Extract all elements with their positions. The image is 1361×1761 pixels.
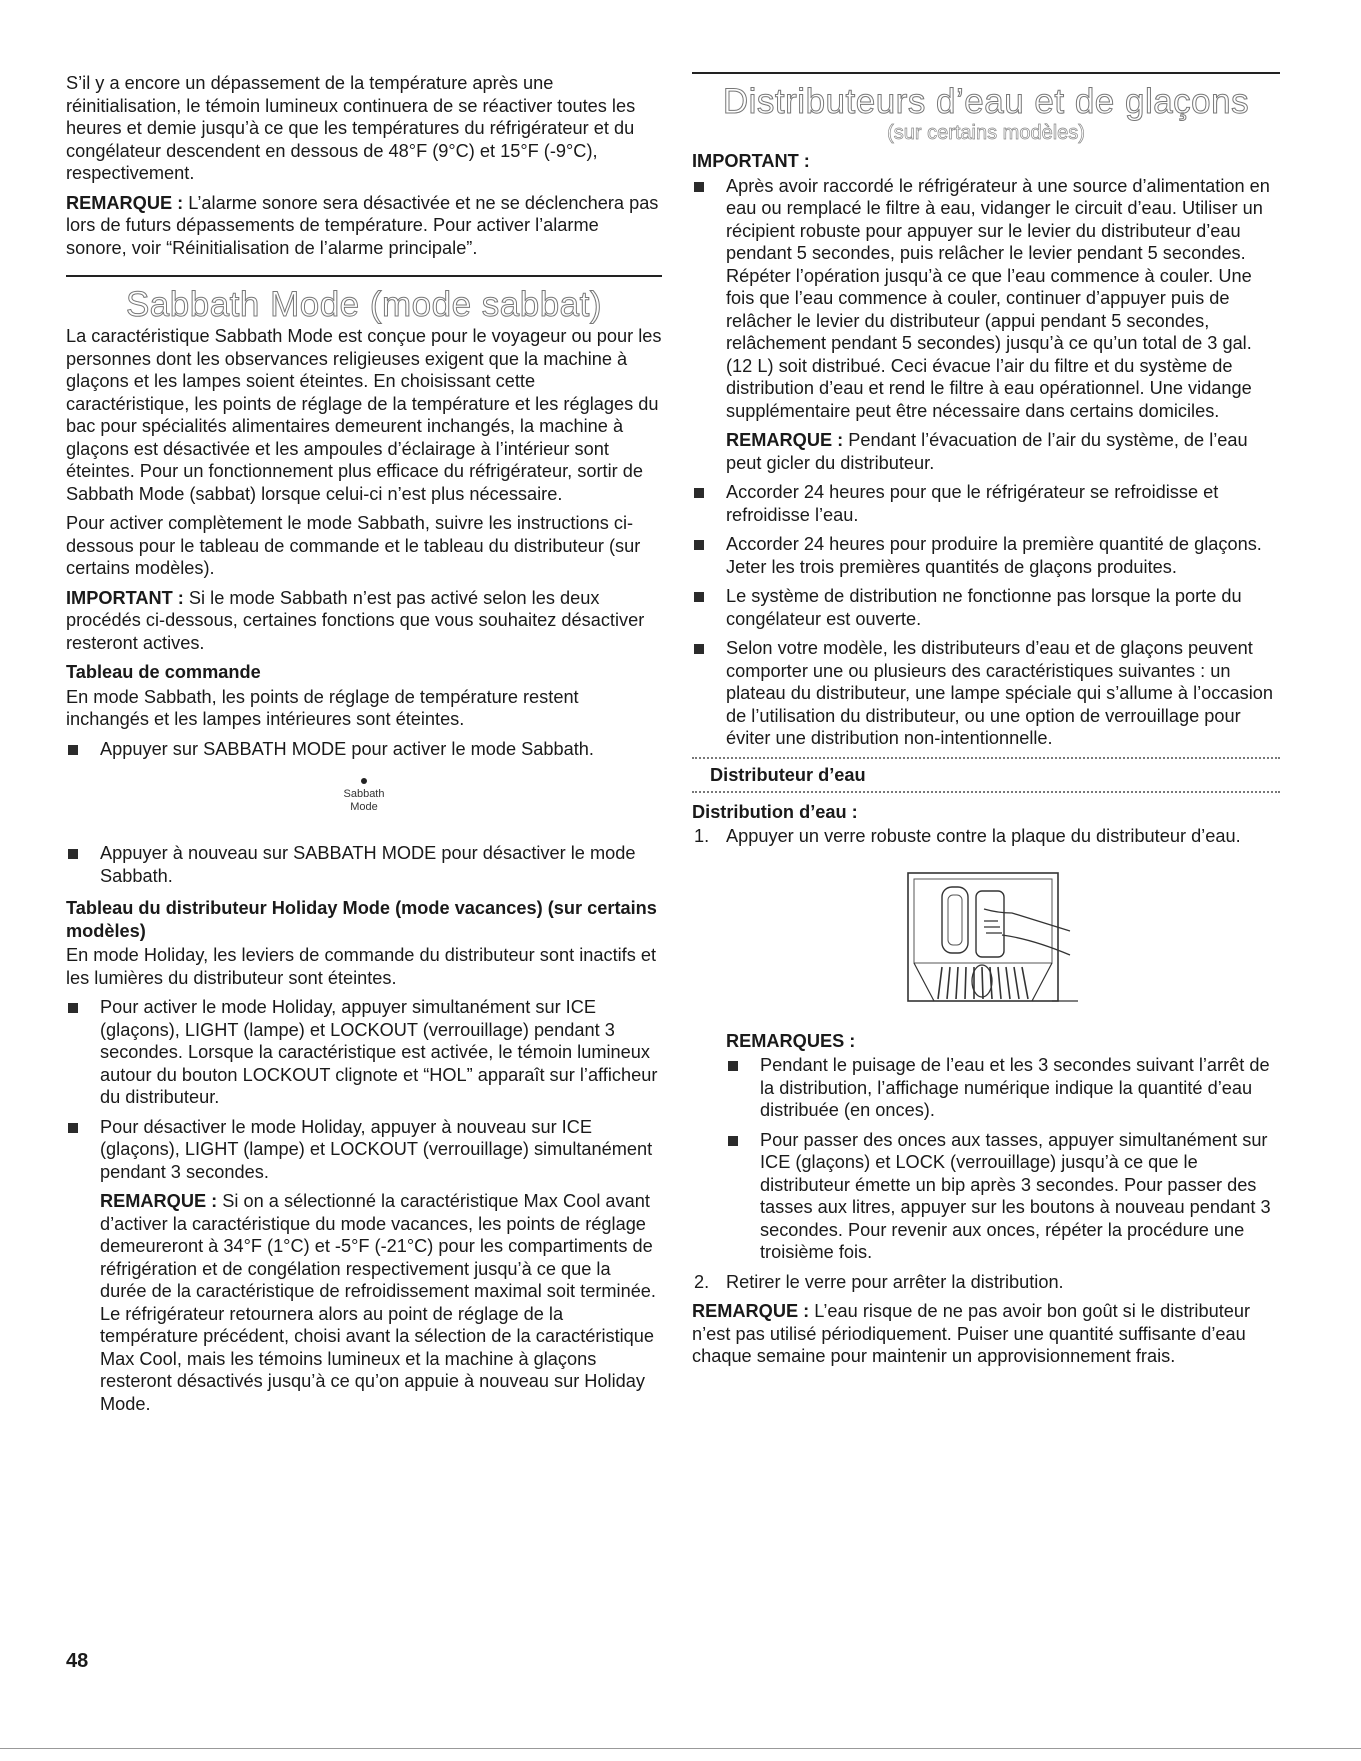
note-text: L’alarme sonore sera désactivée et ne se déclenchera pas lors de futurs dépassements de température. Pour activer l’alarme sonore, voir “Réinitialisation de l’alarme principale”. xyxy=(66,192,659,258)
list-item-text: Pendant le puisage de l’eau et les 3 secondes suivant l’arrêt de la distribution, l’affichage numérique indique la quantité d’eau distribuée (en onces). xyxy=(760,1055,1270,1120)
sabbath-mode-button-illustration xyxy=(66,778,662,814)
square-bullet-icon xyxy=(68,1123,78,1133)
note-label: REMARQUE : xyxy=(100,1191,218,1211)
holiday-heading: Tableau du distributeur Holiday Mode (mode vacances) (sur certains modèles) xyxy=(66,898,657,941)
list-item-text: Appuyer à nouveau sur SABBATH MODE pour désactiver le mode Sabbath. xyxy=(100,843,636,886)
dispenser-section-title: Distributeurs d’eau et de glaçons xyxy=(722,82,1250,121)
remarks-heading: REMARQUES : xyxy=(726,1030,856,1051)
section-divider xyxy=(692,72,1280,74)
list-item xyxy=(726,1054,1280,1122)
list-item-text: Pour activer le mode Holiday, appuyer simultanément sur ICE (glaçons), LIGHT (lampe) et LOCKOUT (verrouillage) pendant 3 secondes. Lorsque la caractéristique est activée, le témoin lumineux autour du bouton LOCKOUT clignote et “HOL” apparaît sur l’afficheur du distributeur. xyxy=(100,997,658,1107)
note-label: REMARQUE : xyxy=(692,1301,810,1321)
taste-note xyxy=(692,1300,1280,1368)
list-item-text: Le système de distribution ne fonctionne pas lorsque la porte du congélateur est ouverte. xyxy=(726,586,1242,629)
step-text: Retirer le verre pour arrêter la distribution. xyxy=(726,1271,1064,1292)
page-number: 48 xyxy=(66,1650,89,1672)
alarm-note xyxy=(66,192,662,260)
list-item xyxy=(692,637,1280,750)
list-item-text: Pour passer des onces aux tasses, appuyer simultanément sur ICE (glaçons) et LOCK (verrouillage) jusqu’à ce que le distributeur émette un bip après 3 secondes. Pour passer des tasses aux litres, appuyer sur les boutons à nouveau pendant 3 secondes. Pour revenir aux onces, répéter la procédure une troisième fois. xyxy=(760,1129,1271,1262)
list-item xyxy=(66,1116,662,1184)
button-label-line2: Mode xyxy=(350,801,378,813)
list-item-text: Après avoir raccordé le réfrigérateur à une source d’alimentation en eau ou remplacé le filtre à eau, vidanger le circuit d’eau. Utiliser un récipient robuste pour appuyer sur le levier du distributeur d’eau pendant 5 secondes, puis relâcher le levier pendant 5 secondes. Répéter l’opération jusqu’à ce que l’eau commence à couler. Une fois que l’eau commence à couler, continuer d’appuyer puis de relâcher le levier du distributeur (appui pendant 5 secondes, relâchement pendant 5 secondes) jusqu’à ce qu’un total de 3 gal. (12 L) soit distribué. Ceci évacue l’air du filtre et du système de distribution d’eau et rend le filtre à eau opérationnel. Une vidange supplémentaire peut être nécessaire dans certains domiciles. xyxy=(726,175,1270,421)
holiday-text: En mode Holiday, les leviers de commande du distributeur sont inactifs et les lumières du distributeur sont éteintes. xyxy=(66,945,657,988)
square-bullet-icon xyxy=(694,592,704,602)
footer-rule xyxy=(0,1748,1361,1749)
list-item xyxy=(66,842,662,887)
list-item-text: Pour désactiver le mode Holiday, appuyer à nouveau sur ICE (glaçons), LIGHT (lampe) et LOCKOUT (verrouillage) simultanément pendant 3 secondes. xyxy=(100,1116,653,1182)
steps-list xyxy=(692,825,1280,848)
air-purge-note xyxy=(692,429,1280,474)
square-bullet-icon xyxy=(68,1003,78,1013)
square-bullet-icon xyxy=(694,182,704,192)
list-item xyxy=(692,533,1280,578)
temperature-paragraph: S’il y a encore un dépassement de la température après une réinitialisation, le témoin lumineux continuera de se réactiver toutes les heures et demie jusqu’à ce que les températures du réfrigérateur et du congélateur descendent en dessous de 48°F (9°C) et 15°F (-9°C), respectivement. xyxy=(66,73,636,183)
list-item-text: Accorder 24 heures pour produire la première quantité de glaçons. Jeter les trois premières quantités de glaçons produites. xyxy=(726,534,1262,577)
control-panel-text: En mode Sabbath, les points de réglage de température restent inchangés et les lampes intérieures sont éteintes. xyxy=(66,686,579,729)
list-item xyxy=(692,175,1280,423)
control-list-2 xyxy=(66,842,662,887)
list-item xyxy=(66,996,662,1109)
max-cool-note xyxy=(66,1190,662,1415)
square-bullet-icon xyxy=(68,849,78,859)
dotted-divider xyxy=(692,791,1280,793)
remarks-list xyxy=(726,1054,1280,1264)
list-item xyxy=(692,585,1280,630)
list-item xyxy=(692,481,1280,526)
step-item xyxy=(692,825,1280,848)
step-number: 2. xyxy=(694,1271,710,1292)
dispensing-heading: Distribution d’eau : xyxy=(692,801,858,822)
square-bullet-icon xyxy=(68,745,78,755)
square-bullet-icon xyxy=(694,488,704,498)
important-label: IMPORTANT : xyxy=(66,587,184,608)
steps-list-2 xyxy=(692,1271,1280,1294)
button-label-line1: Sabbath xyxy=(343,788,385,800)
list-item xyxy=(726,1129,1280,1264)
square-bullet-icon xyxy=(728,1136,738,1146)
square-bullet-icon xyxy=(694,540,704,550)
right-column xyxy=(692,72,1280,1375)
list-item-text: Appuyer sur SABBATH MODE pour activer le mode Sabbath. xyxy=(100,738,594,759)
important-list-2 xyxy=(692,481,1280,750)
list-item xyxy=(66,738,662,761)
list-item-text: Selon votre modèle, les distributeurs d’eau et de glaçons peuvent comporter une ou plusieurs des caractéristiques suivantes : un plateau du distributeur, une lampe spéciale qui s’allume à l’occasion de l’utilisation du distributeur, ou une option de verrouillage pour éviter une distribution non-intentionnelle. xyxy=(726,638,1273,748)
control-list-1 xyxy=(66,738,662,761)
indicator-dot-icon xyxy=(361,778,367,784)
note-label: REMARQUE : xyxy=(66,192,184,213)
important-text: Si le mode Sabbath n’est pas activé selon les deux procédés ci-dessous, certaines fonctions que vous souhaitez désactiver resteront actives. xyxy=(66,587,645,653)
control-panel-heading: Tableau de commande xyxy=(66,662,261,682)
note-text: Pendant l’évacuation de l’air du système, de l’eau peut gicler du distributeur. xyxy=(726,430,1248,473)
sabbath-important xyxy=(66,587,662,655)
left-column xyxy=(66,72,662,1422)
step-number: 1. xyxy=(694,826,710,846)
note-text: L’eau risque de ne pas avoir bon goût si le distributeur n’est pas utilisé périodiquement. Puiser une quantité suffisante d’eau chaque semaine pour maintenir un approvisionnement frais. xyxy=(692,1301,1251,1366)
holiday-list xyxy=(66,996,662,1183)
note-text: Si on a sélectionné la caractéristique Max Cool avant d’activer la caractéristique du mode vacances, les points de réglage demeureront à 34°F (1°C) et -5°F (-21°C) pour les compartiments de réfrigération et de congélation respectivement jusqu’à ce que la durée de la caractéristique de refroidissement maximal soit terminée. Le réfrigérateur retournera alors au point de réglage de la température précédent, choisi avant la sélection de la caractéristique Max Cool, mais les témoins lumineux et la machine à glaçons resteront désactivés jusqu’à ce qu’on appuie à nouveau sur Holiday Mode. xyxy=(100,1191,656,1414)
sabbath-intro: La caractéristique Sabbath Mode est conçue pour le voyageur ou pour les personnes dont les observances religieuses exigent que la machine à glaçons et les lampes soient éteintes. En choisissant cette caractéristique, les points de réglage de la température et les réglages du bac pour spécialités alimentaires demeurent inchangés, la machine à glaçons est désactivée et les ampoules d’éclairage à l’intérieur sont éteintes. Pour un fonctionnement plus efficace du réfrigérateur, sortir de Sabbath Mode (sabbat) lorsque celui-ci n’est plus nécessaire. xyxy=(66,326,662,504)
section-divider xyxy=(66,275,662,277)
water-dispenser-illustration-icon xyxy=(902,869,1082,1017)
important-heading: IMPORTANT : xyxy=(692,151,810,171)
square-bullet-icon xyxy=(694,644,704,654)
sabbath-section-title: Sabbath Mode (mode sabbat) xyxy=(125,285,603,324)
sabbath-activation: Pour activer complètement le mode Sabbath, suivre les instructions ci-dessous pour le tableau de commande et le tableau du distributeur (sur certains modèles). xyxy=(66,513,641,578)
note-label: REMARQUE : xyxy=(726,430,844,450)
square-bullet-icon xyxy=(728,1061,738,1071)
important-list xyxy=(692,175,1280,423)
dispenser-section-subtitle: (sur certains modèles) xyxy=(887,122,1085,144)
list-item-text: Accorder 24 heures pour que le réfrigérateur se refroidisse et refroidisse l’eau. xyxy=(726,482,1219,525)
step-item xyxy=(692,1271,1280,1294)
step-text: Appuyer un verre robuste contre la plaque du distributeur d’eau. xyxy=(726,826,1241,846)
water-dispenser-heading: Distributeur d’eau xyxy=(710,764,866,785)
